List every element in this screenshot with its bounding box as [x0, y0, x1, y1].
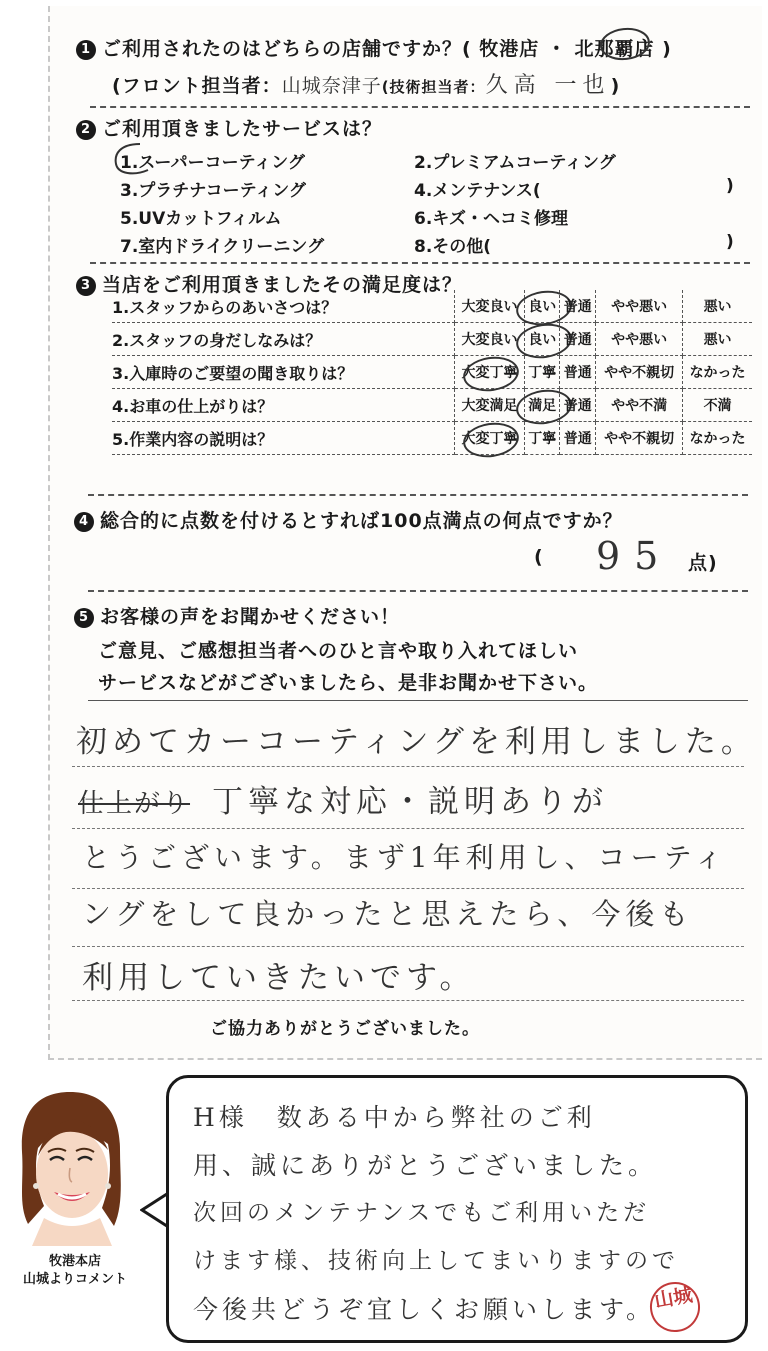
q2-text: ご利用頂きましたサービスは？ [102, 118, 383, 140]
satisfaction-option [455, 389, 525, 422]
service-circle-mark [110, 140, 156, 180]
q1-number: 1 [76, 40, 96, 60]
reply-line-4: けます様、技術向上してまいりますので [193, 1248, 679, 1274]
q1-text: ご利用されたのはどちらの店舗ですか？( 牧港店 ・ 北那覇店 ) [102, 38, 672, 60]
satisfaction-option-label: 不満 [703, 398, 732, 414]
satisfaction-table [112, 290, 752, 455]
satisfaction-option-label: 大変丁寧 [461, 365, 518, 381]
service-1: 1.スーパーコーティング [120, 153, 305, 173]
q4-number: 4 [74, 512, 94, 532]
service-8: 8.その他( [414, 237, 492, 257]
satisfaction-question: 4.お車の仕上がりは？ [112, 389, 455, 422]
satisfaction-option [596, 323, 683, 356]
satisfaction-option-label: 良い [528, 299, 557, 315]
service-2: 2.プレミアムコーティング [414, 153, 616, 173]
satisfaction-option [524, 290, 560, 323]
front-staff-label: (フロント担当者： [112, 75, 282, 97]
comment-line-2-text: 丁寧な対応・説明ありが [212, 784, 609, 820]
service-5: 5.UVカットフィルム [120, 209, 282, 229]
q5-sub-2: サービスなどがございましたら、是非お聞かせ下さい。 [98, 672, 599, 694]
satisfaction-option [596, 290, 683, 323]
satisfaction-option-label: なかった [689, 365, 746, 381]
q5-number: 5 [74, 608, 94, 628]
satisfaction-option-label: 悪い [703, 299, 732, 315]
satisfaction-question: 1.スタッフからのあいさつは？ [112, 290, 455, 323]
staff-from-label: 山城よりコメント [22, 1272, 127, 1287]
satisfaction-option [524, 389, 560, 422]
satisfaction-option [455, 323, 525, 356]
satisfaction-row [112, 290, 752, 323]
satisfaction-question: 5.作業内容の説明は？ [112, 422, 455, 455]
q3-number: 3 [76, 276, 96, 296]
divider [90, 262, 750, 264]
tech-staff-name: 久高 一也 [485, 73, 611, 98]
satisfaction-option [560, 389, 596, 422]
selected-circle-mark [461, 419, 521, 460]
satisfaction-option [560, 323, 596, 356]
staff-avatar [14, 1086, 126, 1246]
satisfaction-option [683, 422, 752, 455]
satisfaction-option [596, 422, 683, 455]
satisfaction-option [683, 290, 752, 323]
satisfaction-option-label: 悪い [703, 332, 732, 348]
reply-line-3: 次回のメンテナンスでもご利用いただ [193, 1200, 651, 1226]
divider [90, 106, 750, 108]
satisfaction-option [524, 323, 560, 356]
comment-rule [72, 766, 744, 767]
satisfaction-option [596, 356, 683, 389]
satisfaction-option-label: やや悪い [611, 299, 668, 315]
service-4-close: ) [726, 176, 734, 196]
satisfaction-option-label: 大変丁寧 [461, 431, 518, 447]
comment-rule [72, 888, 744, 889]
thanks-text: ご協力ありがとうございました。 [210, 1019, 480, 1039]
score-value: 95 [596, 534, 673, 578]
q5-sub-1: ご意見、ご感想担当者へのひと言や取り入れてほしい [98, 640, 579, 662]
satisfaction-option [560, 290, 596, 323]
satisfaction-question: 3.入庫時のご要望の聞き取りは？ [112, 356, 455, 389]
q3-text: 当店をご利用頂きましたその満足度は？ [102, 274, 463, 296]
satisfaction-option [524, 356, 560, 389]
satisfaction-option [524, 422, 560, 455]
satisfaction-option-label: やや不親切 [604, 431, 675, 447]
q4-text: 総合的に点数を付けるとすれば100点満点の何点ですか？ [100, 510, 623, 532]
satisfaction-option-label: 丁寧 [528, 431, 557, 447]
q1-question [76, 34, 672, 61]
satisfaction-option-label: 普通 [563, 398, 592, 414]
comment-line-4: ングをして良かったと思えたら、今後も [82, 897, 694, 931]
satisfaction-row [112, 356, 752, 389]
comment-rule [72, 828, 744, 829]
comment-rule [72, 1000, 744, 1001]
tech-staff-label: (技術担当者： [381, 78, 486, 96]
score-unit: 点) [688, 552, 718, 574]
satisfaction-row [112, 422, 752, 455]
satisfaction-option-label: 大変良い [461, 332, 518, 348]
satisfaction-option [596, 389, 683, 422]
q2-number: 2 [76, 120, 96, 140]
reply-line-2: 用、誠にありがとうございました。 [193, 1151, 658, 1180]
satisfaction-option-label: 大変良い [461, 299, 518, 315]
satisfaction-option-label: やや不満 [611, 398, 668, 414]
satisfaction-option [560, 356, 596, 389]
satisfaction-option [683, 356, 752, 389]
reply-line-5: 今後共どうぞ宜しくお願いします。 [193, 1295, 656, 1324]
satisfaction-option-label: やや不親切 [604, 365, 675, 381]
satisfaction-option-label: やや悪い [611, 332, 668, 348]
satisfaction-option-label: 満足 [528, 398, 557, 414]
satisfaction-row [112, 323, 752, 356]
comment-rule [72, 946, 744, 947]
q1-staff-line: (フロント担当者：山城奈津子(技術担当者：久高 一也) [112, 73, 621, 98]
satisfaction-option [560, 422, 596, 455]
satisfaction-option-label: 普通 [563, 332, 592, 348]
crossed-out-text: 仕上がり [78, 789, 191, 819]
satisfaction-option [455, 290, 525, 323]
service-7: 7.室内ドライクリーニング [120, 237, 325, 257]
comment-line-3: とうございます。まず1年利用し、コーティ [82, 841, 728, 874]
service-3: 3.プラチナコーティング [120, 181, 306, 201]
satisfaction-option-label: 普通 [563, 299, 592, 315]
satisfaction-option-label: 普通 [563, 431, 592, 447]
satisfaction-option-label: なかった [689, 431, 746, 447]
service-4: 4.メンテナンス( [414, 181, 541, 201]
satisfaction-option [455, 356, 525, 389]
q2-question [76, 114, 382, 141]
q5-text: お客様の声をお聞かせください！ [100, 606, 401, 628]
reply-line-1: H様 数ある中から弊社のご利 [193, 1103, 596, 1132]
service-6: 6.キズ・ヘコミ修理 [414, 209, 568, 229]
satisfaction-option-label: 大変満足 [461, 398, 518, 414]
satisfaction-option-label: 良い [528, 332, 557, 348]
satisfaction-option-label: 丁寧 [528, 365, 557, 381]
service-8-close: ) [726, 232, 734, 252]
satisfaction-row [112, 389, 752, 422]
score-open: ( [534, 546, 544, 568]
satisfaction-option [683, 323, 752, 356]
comment-line-1: 初めてカーコーティングを利用しました。 [76, 724, 757, 760]
comment-line-2 [78, 776, 758, 821]
comment-line-5: 利用していきたいです。 [82, 960, 476, 996]
store-circle-mark [598, 26, 652, 62]
name-stamp: 山城 [646, 1278, 704, 1336]
satisfaction-question: 2.スタッフの身だしなみは？ [112, 323, 455, 356]
front-staff-name: 山城奈津子 [281, 75, 382, 97]
satisfaction-option [683, 389, 752, 422]
satisfaction-option [455, 422, 525, 455]
staff-store-label: 牧港本店 [48, 1254, 101, 1269]
satisfaction-option-label: 普通 [563, 365, 592, 381]
